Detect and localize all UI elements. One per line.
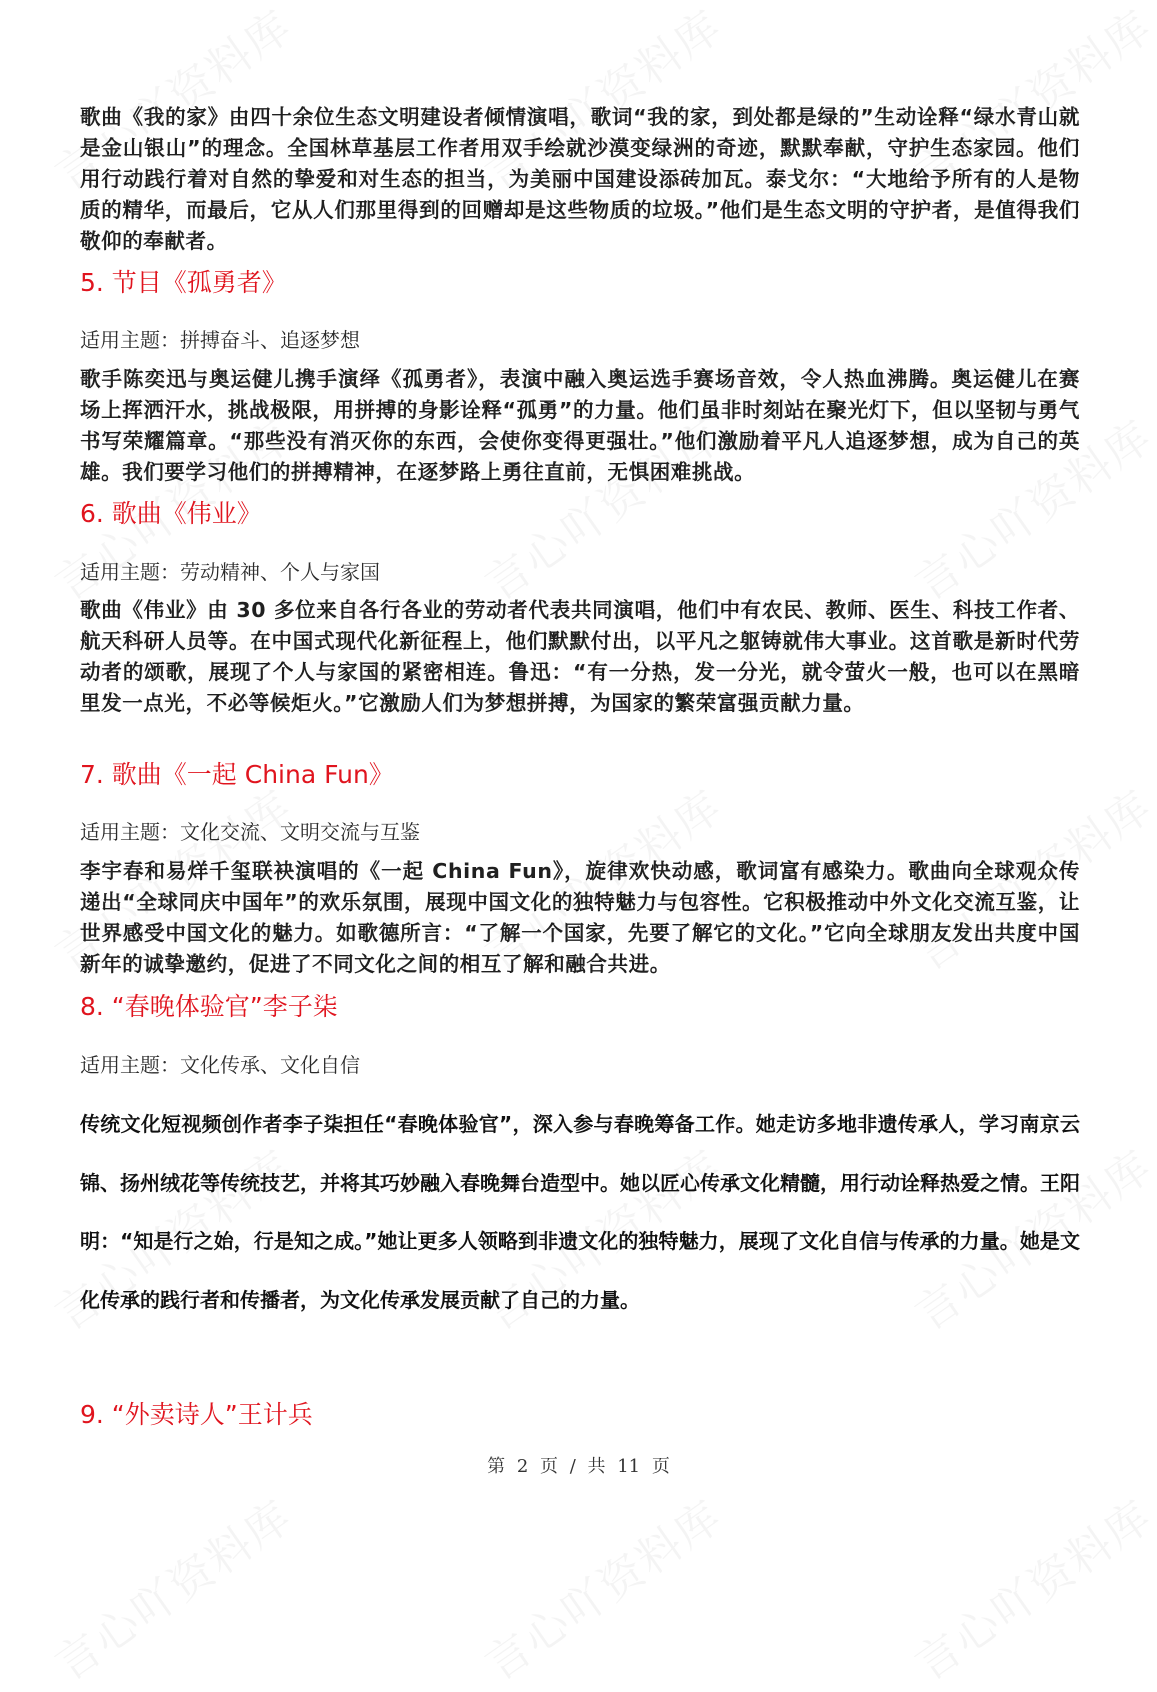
section-heading: 7. 歌曲《一起 China Fun》 — [80, 760, 394, 789]
watermark — [900, 1482, 1157, 1692]
section-theme: 适用主题：拼搏奋斗、追逐梦想 — [80, 328, 360, 352]
section-heading: 8. “春晚体验官”李子柒 — [80, 992, 338, 1021]
section-theme: 适用主题：文化交流、文明交流与互鉴 — [80, 820, 420, 844]
watermark — [470, 1482, 733, 1692]
section-body: 李宇春和易烊千玺联袂演唱的《一起 China Fun》，旋律欢快动感，歌词富有感染力。歌曲向全球观众传递出“全球同庆中国年”的欢乐氛围，展现中国文化的独特魅力与包容性。它积极推动中外文化交流互鉴，让世界感受中国文化的魅力。如歌德所言：“了解一个国家，先要了解它的文化。”它向全球朋友发出共度中国新年的诚挚邀约，促进了不同文化之间的相互了解和融合共进。 — [80, 859, 1080, 976]
section-theme: 适用主题：文化传承、文化自信 — [80, 1053, 360, 1077]
section-heading: 5. 节目《孤勇者》 — [80, 268, 287, 297]
section-heading: 9. “外卖诗人”王计兵 — [80, 1400, 313, 1429]
section-heading: 6. 歌曲《伟业》 — [80, 499, 262, 528]
section-body: 歌曲《伟业》由 30 多位来自各行各业的劳动者代表共同演唱，他们中有农民、教师、医生、科技工作者、航天科研人员等。在中国式现代化新征程上，他们默默付出，以平凡之躯铸就伟大事业。这首歌是新时代劳动者的颂歌，展现了个人与家国的紧密相连。鲁迅：“有一分热，发一分光，就令萤火一般，也可以在黑暗里发一点光，不必等候炬火。”它激励人们为梦想拼搏，为国家的繁荣富强贡献力量。 — [80, 598, 1080, 715]
intro-paragraph: 歌曲《我的家》由四十余位生态文明建设者倾情演唱，歌词“我的家，到处都是绿的”生动诠释“绿水青山就是金山银山”的理念。全国林草基层工作者用双手绘就沙漠变绿洲的奇迹，默默奉献，守护生态家园。他们用行动践行着对自然的挚爱和对生态的担当，为美丽中国建设添砖加瓦。泰戈尔：“大地给予所有的人是物质的精华，而最后，它从人们那里得到的回赠却是这些物质的垃圾。”他们是生态文明的守护者，是值得我们敬仰的奉献者。 — [80, 105, 1080, 253]
watermark — [40, 1482, 303, 1692]
section-theme: 适用主题：劳动精神、个人与家国 — [80, 560, 380, 584]
page-number-footer: 第 2 页 / 共 11 页 — [487, 1456, 670, 1477]
section-body: 歌手陈奕迅与奥运健儿携手演绎《孤勇者》，表演中融入奥运选手赛场音效，令人热血沸腾。奥运健儿在赛场上挥洒汗水，挑战极限，用拼搏的身影诠释“孤勇”的力量。他们虽非时刻站在聚光灯下，但以坚韧与勇气书写荣耀篇章。“那些没有消灭你的东西，会使你变得更强壮。”他们激励着平凡人追逐梦想，成为自己的英雄。我们要学习他们的拼搏精神，在逐梦路上勇往直前，无惧困难挑战。 — [80, 367, 1080, 484]
section-body: 传统文化短视频创作者李子柒担任“春晚体验官”，深入参与春晚筹备工作。她走访多地非遗传承人，学习南京云锦、扬州绒花等传统技艺，并将其巧妙融入春晚舞台造型中。她以匠心传承文化精髓，用行动诠释热爱之情。王阳明：“知是行之始，行是知之成。”她让更多人领略到非遗文化的独特魅力，展现了文化自信与传承的力量。她是文化传承的践行者和传播者，为文化传承发展贡献了自己的力量。 — [80, 1112, 1080, 1312]
